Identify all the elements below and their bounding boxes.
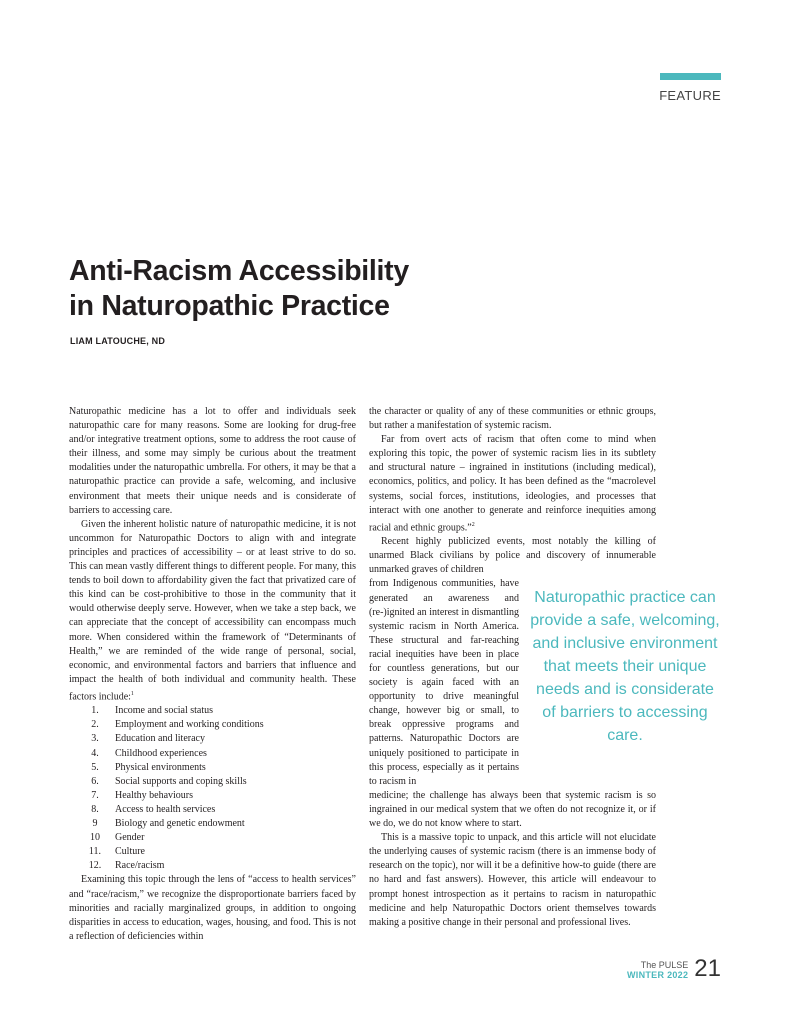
list-item-label: Income and social status [115, 705, 214, 717]
paragraph-text: Given the inherent holistic nature of naturopathic medicine, it is not uncommon for Naturopathic Doctors to align with and integrate principles and practices of accessibility – or at least strive to do so. This can mean vastly different things to different people. For many, this tends to boil down to affordability given the fact that privatized care of this kind can be cost-prohibitive to those in the community that it would otherwise deeply serve. However, when we take a step back, we can appreciate that the concept of accessibility can encompass much more. When considered within the framework of “Determinants of Health,” we are reminded of the wide range of personal, social, economic, and environmental factors and barriers that influence and impact the health of both individual and community health. These factors include: [69, 518, 356, 703]
list-item-number: 1. [91, 705, 99, 717]
list-item [75, 803, 356, 817]
pull-quote: Naturopathic practice can provide a safe, welcoming, and inclusive environment that meets their unique needs and is considerate of barriers to accessing care. [530, 589, 720, 744]
section-label: FEATURE [659, 88, 721, 103]
list-item-number: 8. [91, 803, 99, 815]
list-item [75, 831, 356, 845]
list-item [75, 775, 356, 789]
list-item [75, 845, 356, 859]
list-item-number: 11. [88, 846, 102, 858]
list-item-label: Culture [115, 846, 145, 858]
footnote-ref: 2 [471, 521, 475, 528]
title-line-2: in Naturopathic Practice [69, 290, 390, 322]
article-author: LIAM LATOUCHE, ND [70, 336, 166, 346]
list-item-label: Social supports and coping skills [115, 775, 247, 787]
list-item [75, 747, 356, 761]
section-accent-bar [660, 73, 721, 80]
footnote-ref: 1 [130, 690, 134, 697]
paragraph: Examining this topic through the lens of “access to health services” and “race/racism,” we recognize the disproportionate barriers faced by minorities and racially marginalized groups, in addition to ongoing disparities in access to education, wages, housing, and food. This is not a reflection of deficiencies within [69, 874, 356, 942]
list-item-label: Employment and working conditions [115, 719, 264, 731]
list-item [75, 789, 356, 803]
list-item-number: 6. [91, 775, 99, 787]
list-item-number: 2. [91, 719, 99, 731]
title-line-1: Anti-Racism Accessibility [69, 255, 409, 287]
list-item-label: Physical environments [115, 761, 206, 773]
paragraph-with-ref [369, 433, 656, 535]
paragraph-text: Far from overt acts of racism that often come to mind when exploring this topic, the power of systemic racism lies in its subtlety and structural nature – ingrained in institutions (including medical), economics, politics, and policy. It has been defined as the “macrolevel systems, social forces, institutions, ideologies, and processes that interact with one another to generate and reinforce inequities among racial and ethnic groups.” [369, 434, 656, 534]
list-item-number: 9 [92, 818, 98, 830]
list-item [75, 817, 356, 831]
list-item [75, 732, 356, 746]
list-item [75, 859, 356, 873]
list-item-label: Childhood experiences [115, 747, 207, 759]
list-item-number: 5. [91, 761, 99, 773]
list-item-number: 12. [88, 860, 102, 872]
list-item-label: Education and literacy [115, 733, 205, 745]
paragraph: This is a massive topic to unpack, and this article will not elucidate the underlying causes of systemic racism (there is an immense body of research on the topic), nor will it be a definitive how-to guide (there are no hard and fast answers). However, this article will endeavour to prompt honest introspection as it pertains to racism in naturopathic medicine and help Naturopathic Doctors orient themselves towards making a positive change in their personal and professional lives. [369, 832, 656, 928]
paragraph-wrapped: from Indigenous communities, have generated an awareness and (re-)ignited an interest in dismantling systemic racism in North America. These structural and far-reaching racial inequities have been in place for countless generations, but our society is again faced with an opportunity to drive meaningful change, however big or small, to break oppressive programs and patterns. Naturopathic Doctors are uniquely positioned to participate in this process, especially as it pertains to racism in [369, 578, 519, 787]
list-item-label: Race/racism [115, 860, 165, 872]
list-item [75, 718, 356, 732]
list-item-label: Gender [115, 832, 145, 844]
page-number: 21 [694, 955, 721, 982]
list-item-label: Healthy behaviours [115, 789, 194, 801]
list-item [75, 761, 356, 775]
list-item-number: 10 [90, 832, 100, 844]
paragraph-with-ref [69, 518, 356, 705]
list-item-number: 7. [91, 789, 99, 801]
list-item-label: Biology and genetic endowment [115, 818, 245, 830]
paragraph: medicine; the challenge has always been that systemic racism is so ingrained in our medical system that we often do not recognize it, or if we do, we do not know where to start. [369, 789, 656, 830]
issue-label: WINTER 2022 [626, 970, 689, 980]
list-item-number: 3. [91, 733, 99, 745]
magazine-name: The PULSE [640, 960, 689, 970]
determinants-list [69, 704, 356, 873]
article-title [69, 254, 529, 324]
list-item-label: Access to health services [115, 803, 216, 815]
paragraph: Recent highly publicized events, most notably the killing of unarmed Black civilians by police and discovery of innumerable unmarked graves of children [369, 536, 656, 576]
list-item [75, 704, 356, 718]
paragraph: the character or quality of any of these communities or ethnic groups, but rather a manifestation of systemic racism. [369, 406, 656, 432]
left-column [69, 405, 356, 944]
paragraph: Naturopathic medicine has a lot to offer and individuals seek naturopathic care for many reasons. Some are looking for drug-free and/or integrative treatment options, some to address the root cause of their illness, and some may simply be curious about the treatment modalities under the naturopathic umbrella. For others, it may be that a naturopathic practice can provide a safe, welcoming, and inclusive environment that meets their unique needs and is considerate of barriers to accessing care. [69, 406, 356, 516]
footer-meta [627, 960, 688, 980]
list-item-number: 4. [91, 747, 99, 759]
page-footer [626, 955, 721, 982]
